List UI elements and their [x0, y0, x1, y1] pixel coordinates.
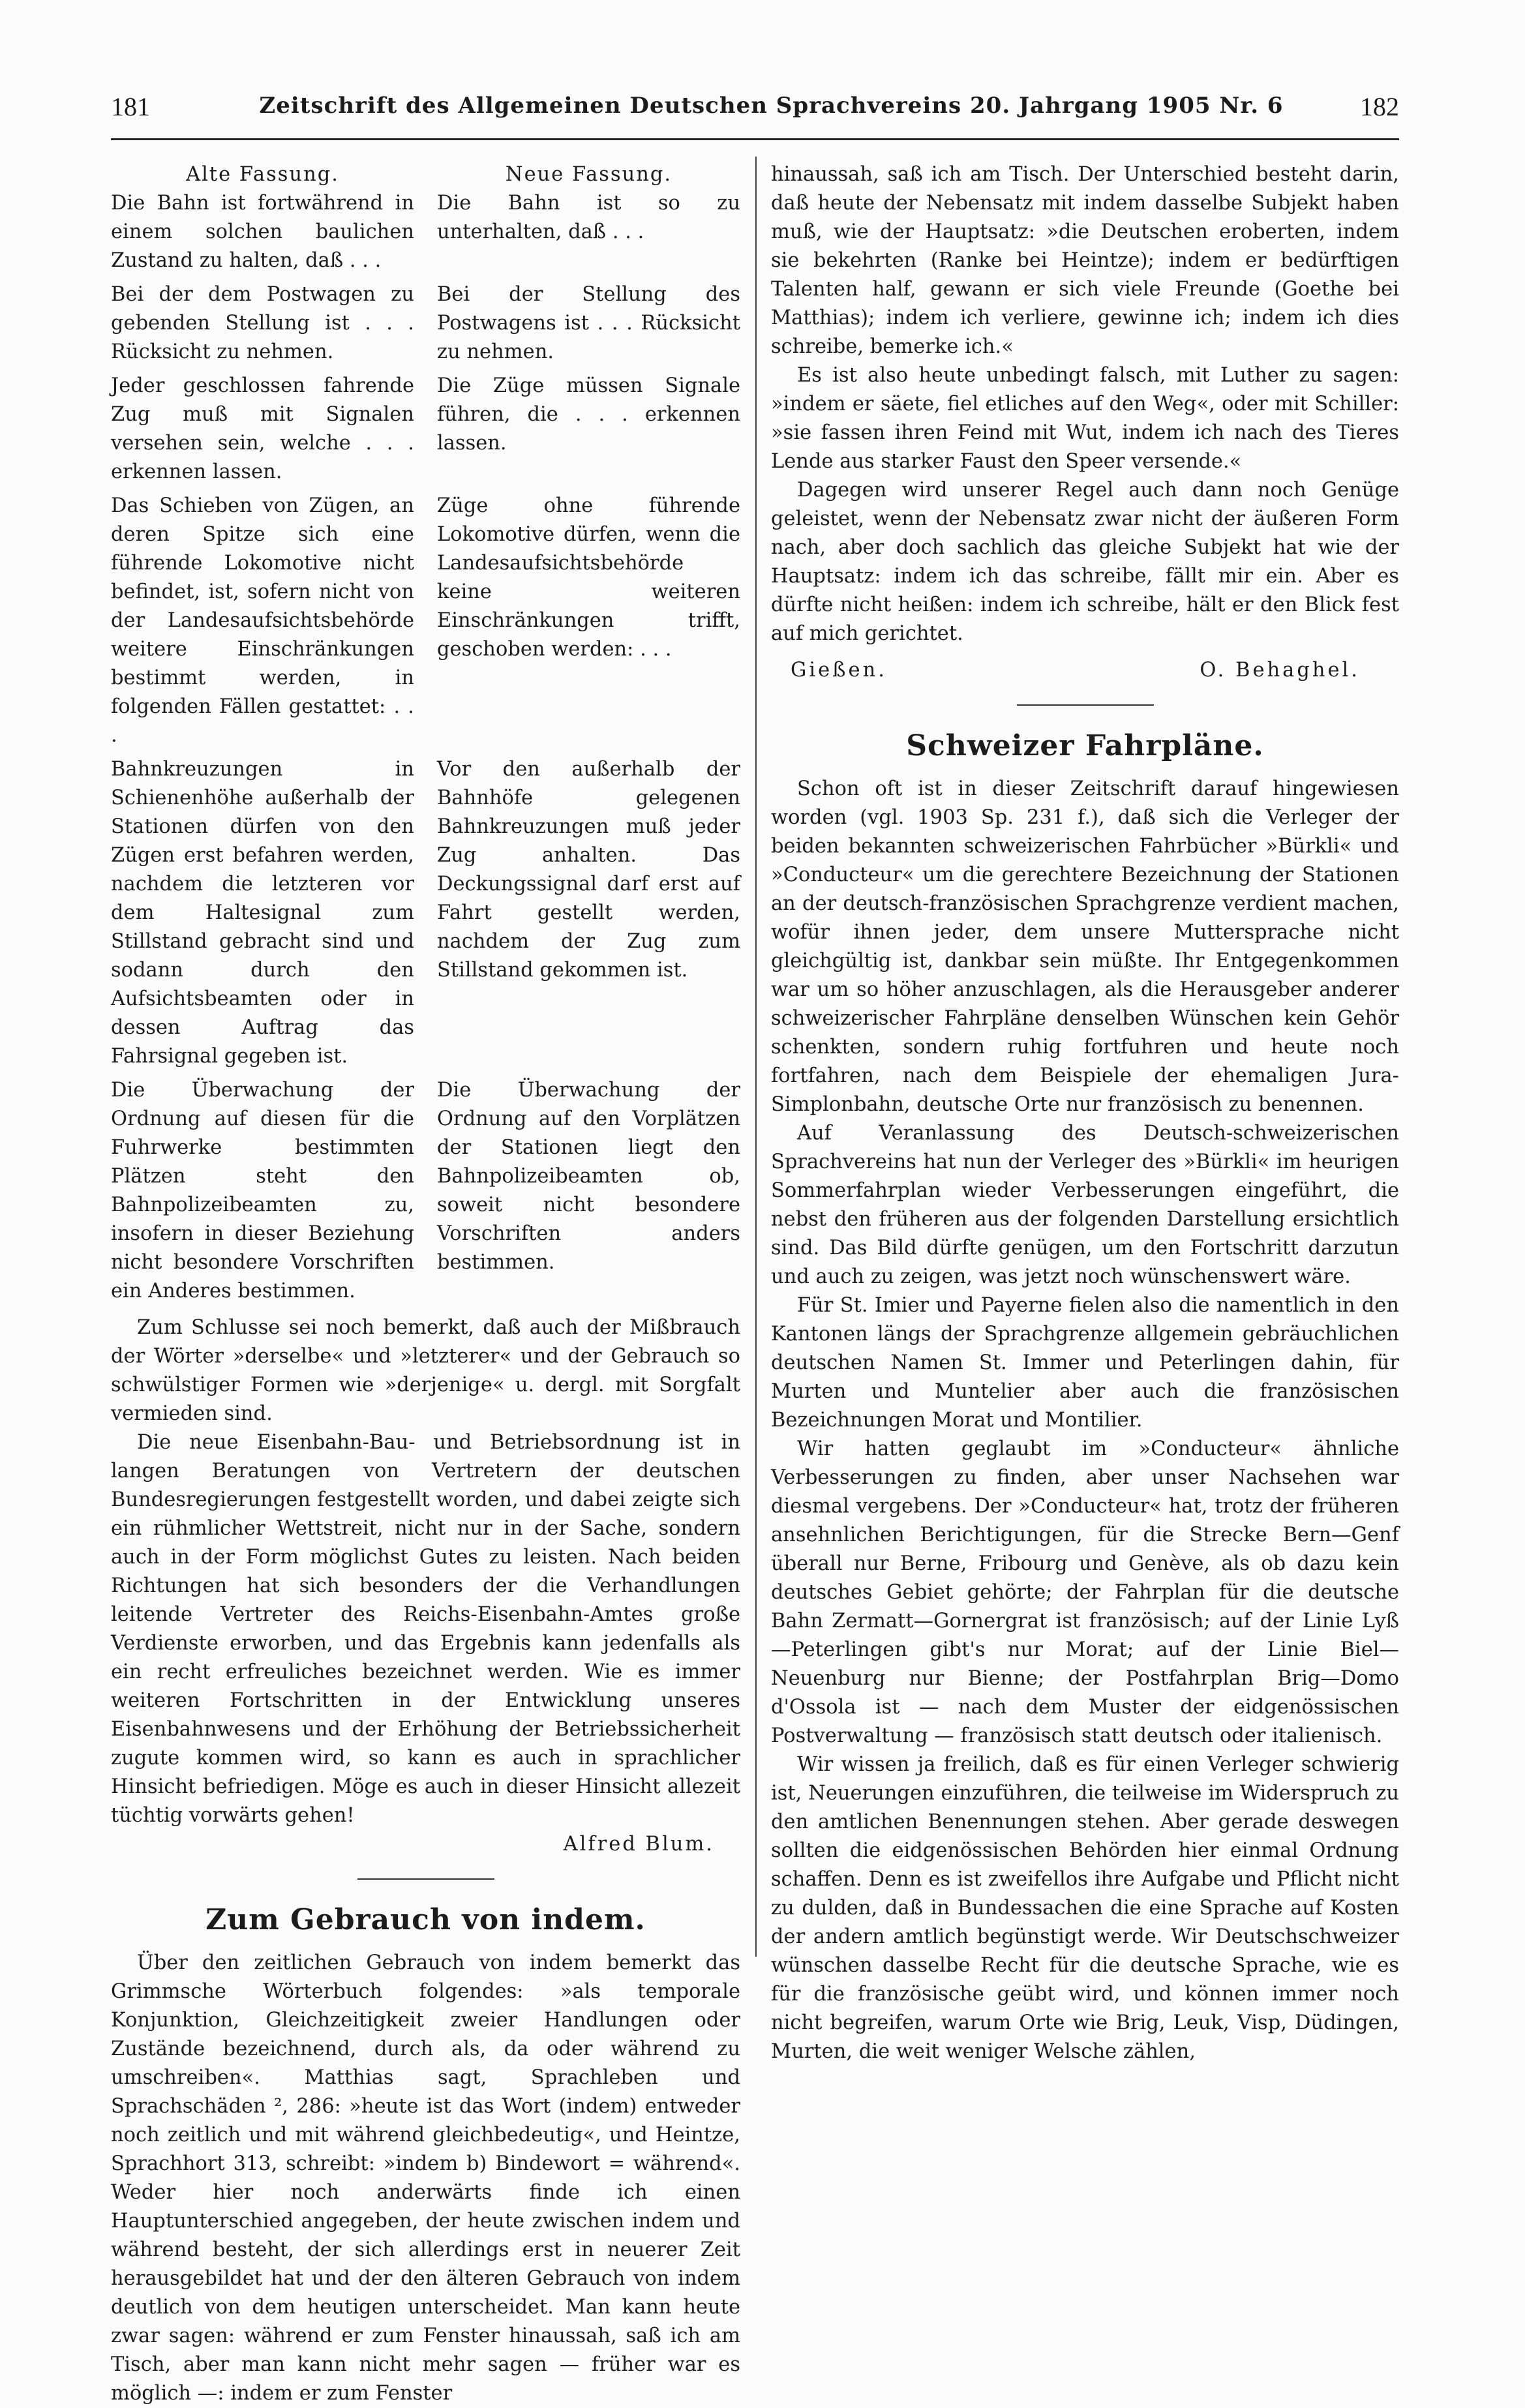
table-header-row	[111, 160, 740, 189]
body-paragraph: Die neue Eisenbahn-Bau- und Betriebsordnung ist in langen Beratungen von Vertretern der deutschen Bundesregierungen festgestellt worden, und dabei zeigte sich ein rühmlicher Wettstreit, nicht nur in der Sache, sondern auch in der Form möglichst Gutes zu leisten. Nach beiden Richtungen hat sich besonders der die Verhandlungen leitende Vertreter des Reichs-Eisenbahn-Amtes große Verdienste erworben, und das Ergebnis kann jedenfalls als ein recht erfreuliches bezeichnet werden. Wie es immer weiteren Fortschritten in der Entwicklung unseres Eisenbahnwesens und der Erhöhung der Betriebssicherheit zugute kommen wird, so kann es auch in sprachlicher Hinsicht befriedigen. Möge es auch in dieser Hinsicht allezeit tüchtig vorwärts gehen!	[111, 1431, 740, 1827]
old-clause: Die Bahn ist fortwährend in einem solchen baulichen Zustand zu halten, daß . . .	[111, 192, 414, 272]
author-signature: O. Behaghel.	[1200, 659, 1360, 682]
body-paragraph: Schon oft ist in dieser Zeitschrift darauf hingewiesen worden (vgl. 1903 Sp. 231 f.), daß sich die Verleger der beiden bekannten schweizerischen Fahrbücher »Bürkli« und »Conducteur« um die gerechtere Bezeichnung der Stationen an der deutsch-französischen Sprachgrenze verdient machen, wofür ihnen jeder, dem unsere Muttersprache nicht gleichgültig ist, dankbar sein müßte. Ihr Entgegenkommen war um so höher anzuschlagen, als die Herausgeber anderer schweizerischer Fahrpläne denselben Wünschen kein Gehör schenkten, sondern ruhig fortfuhren und heute noch fortfahren, nach dem Beispiele der ehemaligen Jura-Simplonbahn, deutsche Orte nur französisch zu benennen.	[771, 777, 1399, 1116]
body-paragraph: Auf Veranlassung des Deutsch-schweizerischen Sprachvereins hat nun der Verleger des »Bürkli« im heurigen Sommerfahrplan wieder Verbesserungen eingeführt, die nebst den früheren aus der folgenden Darstellung ersichtlich sind. Das Bild dürfte genügen, um den Fortschritt darzutun und auch zu zeigen, was jetzt noch wünschenswert wäre.	[771, 1122, 1399, 1288]
old-clause: Jeder geschlossen fahrende Zug muß mit Signalen versehen sein, welche . . . erkennen lassen.	[111, 374, 414, 483]
old-clause: Das Schieben von Zügen, an deren Spitze sich eine führende Lokomotive nicht befindet, ist, sofern nicht von der Landesaufsichtsbehörde weitere Einschränkungen bestimmt werden, in folgenden Fällen gestattet: . . .	[111, 494, 414, 747]
old-clause: Die Überwachung der Ordnung auf diesen für die Fuhrwerke bestimmten Plätzen steht den Bahnpolizeibeamten zu, insofern in dieser Beziehung nicht besondere Vorschriften ein Anderes bestimmen.	[111, 1079, 414, 1302]
new-clause: Die Überwachung der Ordnung auf den Vorplätzen der Stationen liegt den Bahnpolizeibeamten ob, soweit nicht besondere Vorschriften anders bestimmen.	[437, 1079, 740, 1274]
old-clause: Bahnkreuzungen in Schienenhöhe außerhalb der Stationen dürfen von den Zügen erst befahren werden, nachdem die letzteren vor dem Haltesignal zum Stillstand gebracht sind und sodann durch den Aufsichtsbeamten oder in dessen Auftrag das Fahrsignal gegeben ist.	[111, 758, 414, 1068]
table-row	[111, 372, 740, 487]
section-separator	[1017, 704, 1154, 706]
closing-paragraph: Zum Schlusse sei noch bemerkt, daß auch der Mißbrauch der Wörter »derselbe« und »letzterer« und der Gebrauch so schwülstiger Formen wie »derjenige« u. dergl. mit Sorgfalt vermieden sind.	[111, 1316, 740, 1425]
place-name: Gießen.	[791, 659, 887, 682]
table-row	[111, 280, 740, 367]
new-clause: Züge ohne führende Lokomotive dürfen, wenn die Landesaufsichtsbehörde keine weiteren Einschränkungen trifft, geschoben werden: . . .	[437, 494, 740, 661]
page-header	[111, 91, 1399, 130]
page-number-right: 182	[1360, 92, 1399, 121]
new-clause: Bei der Stellung des Postwagens ist . . . Rücksicht zu nehmen.	[437, 283, 740, 363]
body-paragraph: Für St. Imier und Payerne fielen also die namentlich in den Kantonen längs der Sprachgrenze allgemein gebräuchlichen deutschen Namen St. Immer und Peterlingen dahin, für Murten und Muntelier aber auch die französischen Bezeichnungen Morat und Montilier.	[771, 1294, 1399, 1432]
page-number-left: 181	[111, 92, 150, 121]
signature-line	[771, 656, 1399, 685]
table-row	[111, 492, 740, 750]
body-paragraph: hinaussah, saß ich am Tisch. Der Unterschied besteht darin, daß heute der Nebensatz mit indem dasselbe Subjekt haben muß, wie der Hauptsatz: »die Deutschen eroberten, indem sie bekehrten (Ranke bei Heintze); indem er bedürftigen Talenten half, gewann er sich viele Freunde (Goethe bei Matthias); indem ich verliere, gewinne ich; indem ich dies schreibe, bemerke ich.«	[771, 163, 1399, 358]
journal-title: Zeitschrift des Allgemeinen Deutschen Sprachvereins 20. Jahrgang 1905 Nr. 6	[259, 93, 1284, 119]
body-paragraph: Es ist also heute unbedingt falsch, mit Luther zu sagen: »indem er säete, fiel etliches auf den Weg«, oder mit Schiller: »sie fassen ihren Feind mit Wut, indem ich nach des Tieres Lende aus starker Faust den Speer versende.«	[771, 364, 1399, 473]
right-column	[771, 160, 1399, 2066]
table-row	[111, 755, 740, 1071]
new-clause: Die Züge müssen Signale führen, die . . . erkennen lassen.	[437, 374, 740, 455]
body-paragraph: Wir wissen ja freilich, daß es für einen Verleger schwierig ist, Neuerungen einzuführen, die teilweise im Widerspruch zu den amtlichen Benennungen stehen. Aber gerade deswegen sollten die eidgenössischen Behörden hier einmal Ordnung schaffen. Denn es ist zweifellos ihre Aufgabe und Pflicht nicht zu dulden, daß in Bundessachen die eine Sprache auf Kosten der andern amtlich begünstigt werde. Wir Deutschschweizer wünschen dasselbe Recht für die deutsche Sprache, wie es für die französische geübt wird, und können immer noch nicht begreifen, warum Orte wie Brig, Leuk, Visp, Düdingen, Murten, die weit weniger Welsche zählen,	[771, 1753, 1399, 2063]
table-row	[111, 1076, 740, 1306]
new-clause: Die Bahn ist so zu unterhalten, daß . . .	[437, 192, 740, 243]
new-version-heading: Neue Fassung.	[505, 163, 672, 186]
old-clause: Bei der dem Postwagen zu gebenden Stellung ist . . . Rücksicht zu nehmen.	[111, 283, 414, 363]
section-heading-fahrplaene: Schweizer Fahrpläne.	[906, 729, 1264, 762]
left-column	[111, 160, 740, 2408]
column-divider	[755, 157, 757, 1957]
body-paragraph: Wir hatten geglaubt im »Conducteur« ähnliche Verbesserungen zu finden, aber unser Nachsehen war diesmal vergebens. Der »Conducteur« hat, trotz der früheren ansehnlichen Berichtigungen, für die Strecke Bern—Genf überall nur Berne, Fribourg und Genève, als ob dazu kein deutsches Gebiet gehörte; der Fahrplan für die deutsche Bahn Zermatt—Gornergrat ist französisch; auf der Linie Lyß—Peterlingen gibt's nur Morat; auf der Linie Biel—Neuenburg nur Bienne; der Postfahrplan Brig—Domo d'Ossola ist — nach dem Muster der eidgenössischen Postverwaltung — französisch statt deutsch oder italienisch.	[771, 1437, 1399, 1747]
header-rule	[111, 138, 1399, 140]
table-row	[111, 189, 740, 275]
body-paragraph: Über den zeitlichen Gebrauch von indem bemerkt das Grimmsche Wörterbuch folgendes: »als temporale Konjunktion, Gleichzeitigkeit zweier Handlungen oder Zustände bezeichnend, durch als, da oder während zu umschreiben«. Matthias sagt, Sprachleben und Sprachschäden ², 286: »heute ist das Wort (indem) entweder noch zeitlich und mit während gleichbedeutig«, und Heintze, Sprachhort 313, schreibt: »indem b) Bindewort = während«. Weder hier noch anderwärts finde ich einen Hauptunterschied angegeben, der heute zwischen indem und während besteht, der sich allerdings erst in neuerer Zeit herausgebildet hat und der den älteren Gebrauch von indem deutlich von dem heutigen unterscheidet. Man kann heute zwar sagen: während er zum Fenster hinaussah, saß ich am Tisch, aber man kann nicht mehr sagen — früher war es möglich —: indem er zum Fenster	[111, 1951, 740, 2405]
comparison-table	[111, 160, 740, 1306]
section-heading-indem: Zum Gebrauch von indem.	[205, 1903, 646, 1936]
author-signature: Alfred Blum.	[563, 1833, 714, 1856]
old-version-heading: Alte Fassung.	[186, 163, 339, 186]
body-paragraph: Dagegen wird unserer Regel auch dann noch Genüge geleistet, wenn der Nebensatz zwar nicht der äußeren Form nach, aber doch sachlich das gleiche Subjekt hat wie der Hauptsatz: indem ich das schreibe, fällt mir ein. Aber es dürfte nicht heißen: indem ich schreibe, hält er den Blick fest auf mich gerichtet.	[771, 479, 1399, 645]
section-separator	[357, 1878, 494, 1880]
new-clause: Vor den außerhalb der Bahnhöfe gelegenen Bahnkreuzungen muß jeder Zug anhalten. Das Deckungssignal darf erst auf Fahrt gestellt werden, nachdem der Zug zum Stillstand gekommen ist.	[437, 758, 740, 982]
